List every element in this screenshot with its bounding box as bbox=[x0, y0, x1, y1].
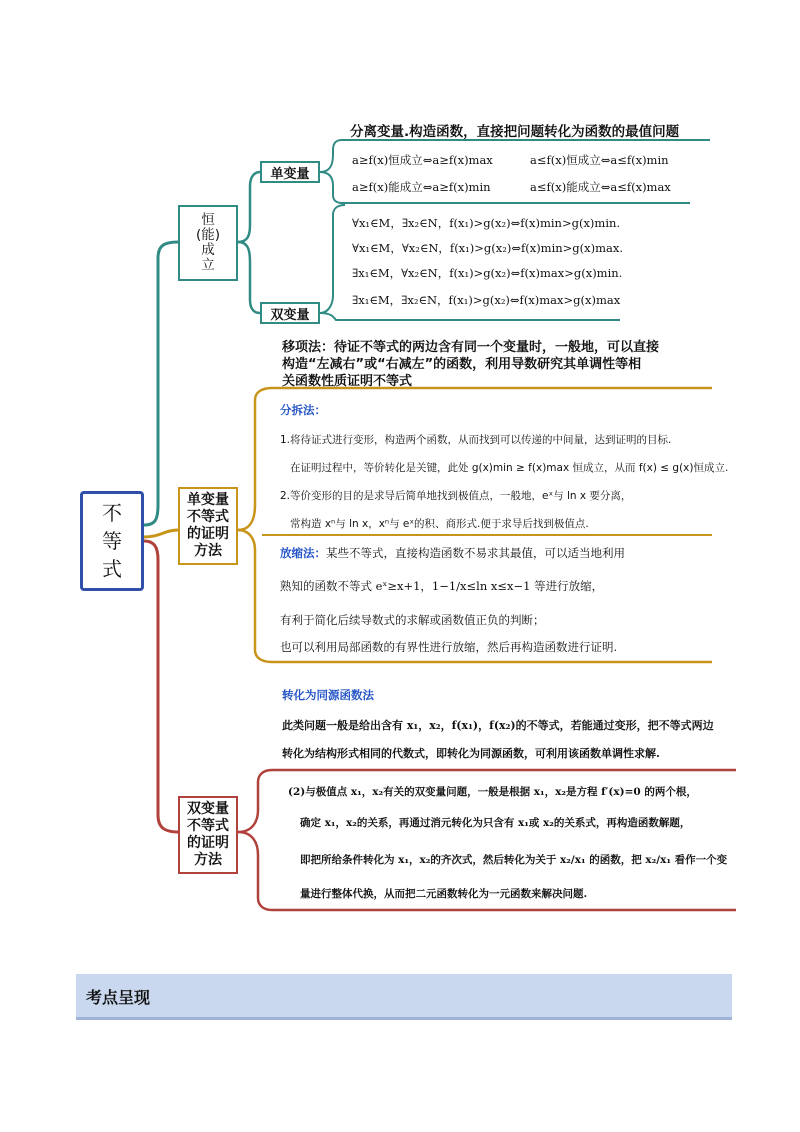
split-method-line: 2.等价变形的目的是求导后简单地找到极值点，一般地，eˣ与 ln x 要分离， bbox=[280, 490, 632, 502]
extreme-points-line: 确定 x₁，x₂的关系，再通过消元转化为只含有 x₁或 x₂的关系式，再构造函数解题， bbox=[300, 817, 691, 829]
same-source-title: 转化为同源函数法 bbox=[282, 688, 374, 702]
section-header-title: 考点呈现 bbox=[86, 988, 151, 1007]
single-var-rule: a≤f(x)能成立⇔a≤f(x)max bbox=[530, 180, 671, 194]
split-method-title: 分拆法： bbox=[280, 403, 326, 417]
double-var-node bbox=[260, 302, 320, 324]
root-node bbox=[80, 491, 144, 591]
extreme-points-line: 即把所给条件转化为 x₁，x₂的齐次式，然后转化为关于 x₂/x₁ 的函数，把 x₂/x₁ 看作一个变 bbox=[300, 854, 728, 866]
heng-cheng-li-label: 恒 (能) 成 立 bbox=[195, 212, 221, 273]
move-method-line: 关函数性质证明不等式 bbox=[282, 374, 413, 389]
split-method-line: 常构造 xⁿ与 ln x，xⁿ与 eˣ的积、商形式.便于求导后找到极值点. bbox=[290, 518, 589, 530]
single-var-label: 单变量 bbox=[270, 166, 310, 182]
double-ineq-node bbox=[178, 796, 238, 874]
single-var-rule: a≥f(x)恒成立⇔a≥f(x)max bbox=[352, 153, 493, 167]
same-source-line: 此类问题一般是给出含有 x₁，x₂，f(x₁)，f(x₂)的不等式，若能通过变形，把不等式两边 bbox=[282, 719, 714, 732]
section-header-bar bbox=[76, 974, 732, 1020]
move-method-line: 构造“左减右”或“右减左”的函数，利用导数研究其单调性等相 bbox=[282, 357, 642, 372]
same-source-line: 转化为结构形式相同的代数式，即转化为同源函数，可利用该函数单调性求解. bbox=[282, 747, 660, 760]
scale-method-line: 熟知的函数不等式 eˣ≥x+1，1−1/x≤ln x≤x−1 等进行放缩， bbox=[280, 579, 604, 593]
single-var-rule: a≤f(x)恒成立⇔a≤f(x)min bbox=[530, 153, 669, 167]
extreme-points-line: (2)与极值点 x₁，x₂有关的双变量问题，一般是根据 x₁，x₂是方程 f′(x)=0 的两个根， bbox=[288, 786, 697, 798]
double-ineq-label: 双变量 不等式 的证明 方法 bbox=[187, 801, 229, 868]
scale-method-line: 有利于简化后续导数式的求解或函数值正负的判断； bbox=[280, 613, 545, 627]
move-method-line: 移项法：待证不等式的两边含有同一个变量时，一般地，可以直接 bbox=[282, 340, 660, 355]
double-var-label: 双变量 bbox=[270, 307, 310, 323]
double-var-rule: ∀x₁∈M，∃x₂∈N，f(x₁)>g(x₂)⇔f(x)min>g(x)min. bbox=[352, 216, 621, 230]
single-var-heading: 分离变量.构造函数，直接把问题转化为函数的最值问题 bbox=[350, 124, 680, 140]
scale-method-line: 也可以利用局部函数的有界性进行放缩，然后再构造函数进行证明. bbox=[280, 640, 618, 654]
single-var-rule: a≥f(x)能成立⇔a≥f(x)min bbox=[352, 180, 491, 194]
double-var-rule: ∃x₁∈M，∃x₂∈N，f(x₁)>g(x₂)⇔f(x)max>g(x)max bbox=[352, 293, 621, 307]
double-var-rule: ∃x₁∈M，∀x₂∈N，f(x₁)>g(x₂)⇔f(x)max>g(x)min. bbox=[352, 266, 623, 280]
heng-cheng-li-node bbox=[178, 205, 238, 281]
split-method-line: 1.将待证式进行变形，构造两个函数，从而找到可以传递的中间量，达到证明的目标. bbox=[280, 434, 672, 446]
scale-method-line-0 bbox=[280, 545, 625, 561]
single-ineq-node bbox=[178, 487, 238, 565]
root-label: 不 等 式 bbox=[102, 501, 122, 581]
scale-method-line: 某些不等式，直接构造函数不易求其最值，可以适当地利用 bbox=[326, 546, 625, 560]
scale-method-title: 放缩法： bbox=[280, 546, 326, 560]
single-ineq-label: 单变量 不等式 的证明 方法 bbox=[187, 492, 229, 559]
extreme-points-line: 量进行整体代换，从而把二元函数转化为一元函数来解决问题. bbox=[300, 888, 588, 900]
double-var-rule: ∀x₁∈M，∀x₂∈N，f(x₁)>g(x₂)⇔f(x)min>g(x)max. bbox=[352, 241, 624, 255]
split-method-line: 在证明过程中，等价转化是关键，此处 g(x)min ≥ f(x)max 恒成立，从而 f(x) ≤ g(x)恒成立. bbox=[290, 462, 729, 474]
single-var-node bbox=[260, 161, 320, 183]
